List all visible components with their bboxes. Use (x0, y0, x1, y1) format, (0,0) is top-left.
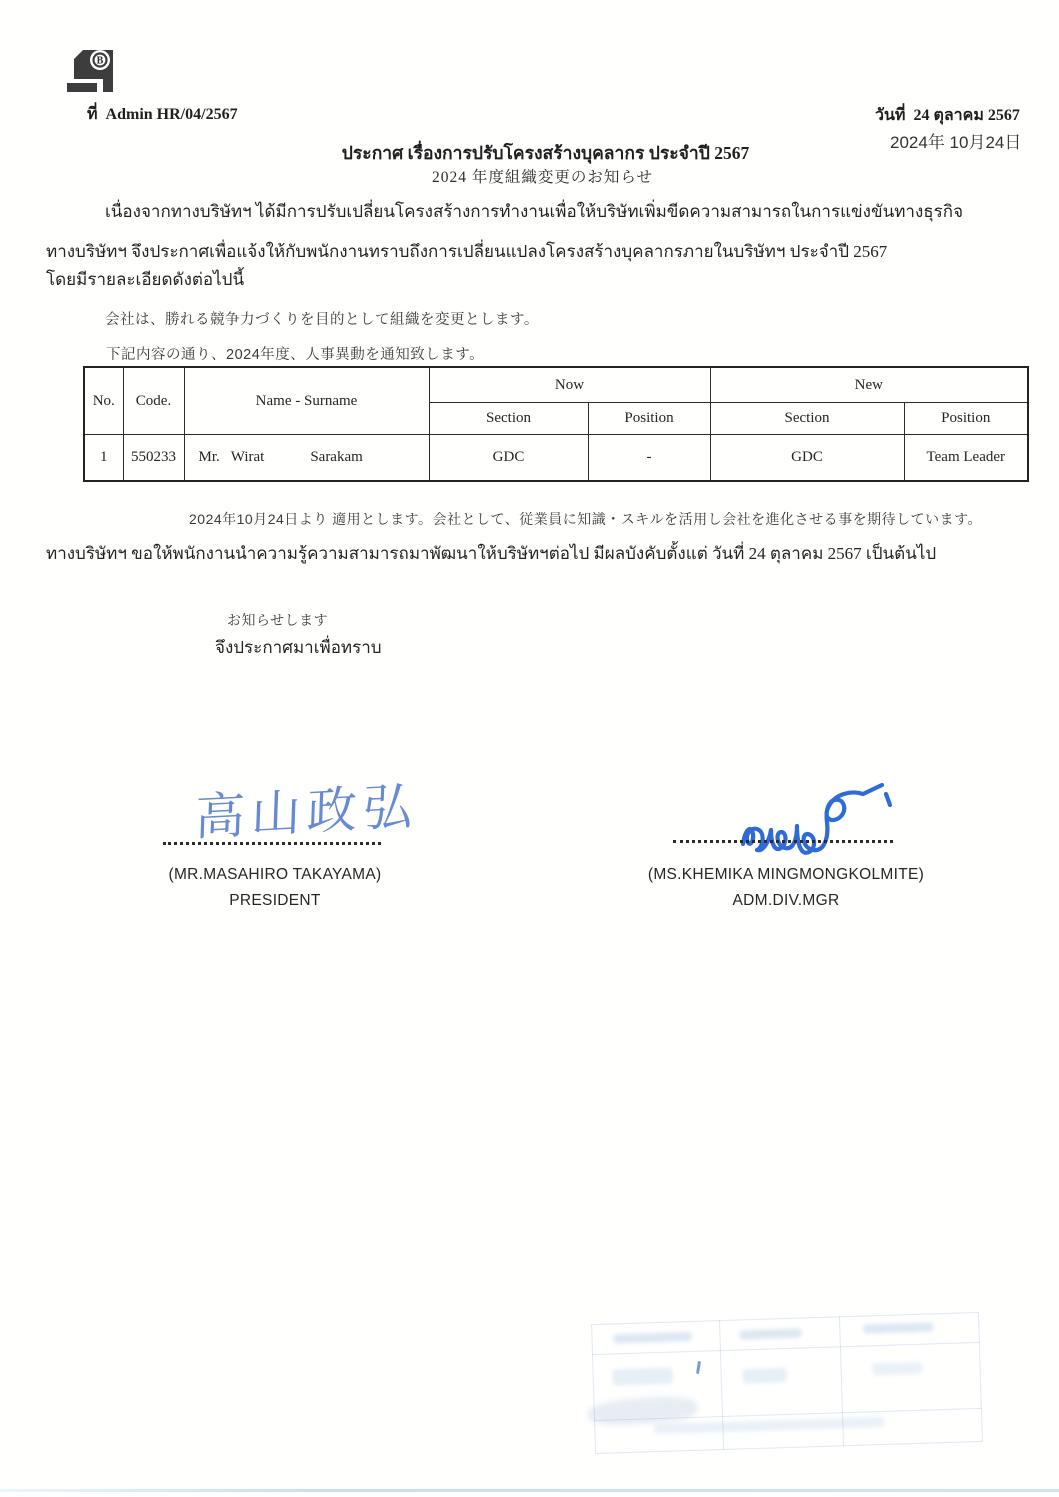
cell-no: 1 (84, 435, 123, 482)
intro-paragraph-line-3: โดยมีรายละเอียดดังต่อไปนี้ (46, 270, 245, 289)
manager-signature-handwriting (735, 772, 895, 872)
table-row (84, 435, 1028, 482)
header-no: No. (84, 367, 123, 435)
president-title: PRESIDENT (229, 892, 321, 909)
intro-japanese-line-1: 会社は、勝れる競争力づくりを目的として組織を変更とします。 (105, 312, 539, 328)
intro-japanese-line-2: 下記内容の通り、2024年度、人事異動を通知致します。 (106, 347, 485, 363)
logo-letter: B (96, 55, 104, 67)
notice-thai: จึงประกาศมาเพื่อทราบ (215, 638, 382, 657)
effective-statement-thai: ทางบริษัทฯ ขอให้พนักงานนำความรู้ความสามารถมาพัฒนาให้บริษัทฯต่อไป มีผลบังคับตั้งแต่ วันที่ 24 ตุลาคม 2567 เป็นต้นไป (46, 544, 937, 563)
personnel-change-table (83, 366, 1029, 482)
document-title-thai: ประกาศ เรื่องการปรับโครงสร้างบุคลากร ประจำปี 2567 (341, 143, 750, 163)
date-japanese: 2024年 10月24日 (890, 133, 1022, 152)
header-now: Now (429, 367, 710, 403)
employee-first-name: Wirat (230, 449, 265, 465)
header-code: Code. (123, 367, 184, 435)
manager-name: (MS.KHEMIKA MINGMONGKOLMITE) (647, 866, 925, 883)
cell-new-section: GDC (710, 435, 904, 482)
header-now-section: Section (429, 403, 588, 435)
header-now-position: Position (588, 403, 710, 435)
cell-new-position: Team Leader (904, 435, 1028, 482)
president-name: (MR.MASAHIRO TAKAYAMA) (168, 866, 382, 883)
intro-paragraph-line-1: เนื่องจากทางบริษัทฯ ได้มีการปรับเปลี่ยนโครงสร้างการทำงานเพื่อให้บริษัทเพิ่มขีดความสามารถในการแข่งขันทางธุรกิจ (105, 202, 964, 221)
cell-now-section: GDC (429, 435, 588, 482)
scan-edge-line (0, 1489, 1059, 1492)
manager-signature-line (673, 840, 893, 843)
date-thai: วันที่ 24 ตุลาคม 2567 (875, 107, 1020, 124)
document-title-japanese: 2024 年度組織変更のお知らせ (432, 169, 653, 186)
cell-name (184, 435, 429, 482)
reference-number: ที่ Admin HR/04/2567 (87, 106, 238, 123)
notice-japanese: お知らせします (227, 612, 329, 628)
president-signature-line (163, 842, 381, 845)
header-new: New (710, 367, 1028, 403)
cell-code: 550233 (123, 435, 184, 482)
manager-title: ADM.DIV.MGR (732, 892, 840, 909)
president-signature-handwriting: 高山政弘 (194, 778, 420, 846)
company-logo (67, 50, 115, 99)
company-logo-icon (67, 50, 115, 94)
bleedthrough-ghost-table (591, 1312, 983, 1454)
signature-scribble-icon (735, 772, 895, 867)
employee-surname: Sarakam (310, 449, 363, 465)
header-name-surname: Name - Surname (184, 367, 429, 435)
header-new-section: Section (710, 403, 904, 435)
header-new-position: Position (904, 403, 1028, 435)
cell-now-position: - (588, 435, 710, 482)
intro-paragraph-line-2: ทางบริษัทฯ จึงประกาศเพื่อแจ้งให้กับพนักงานทราบถึงการเปลี่ยนแปลงโครงสร้างบุคลากรภายในบริษัทฯ ประจำปี 2567 (46, 242, 888, 261)
employee-title: Mr. (198, 449, 220, 465)
effective-statement-japanese: 2024年10月24日より 適用とします。会社として、従業員に知識・スキルを活用し会社を進化させる事を期待しています。 (189, 511, 983, 527)
